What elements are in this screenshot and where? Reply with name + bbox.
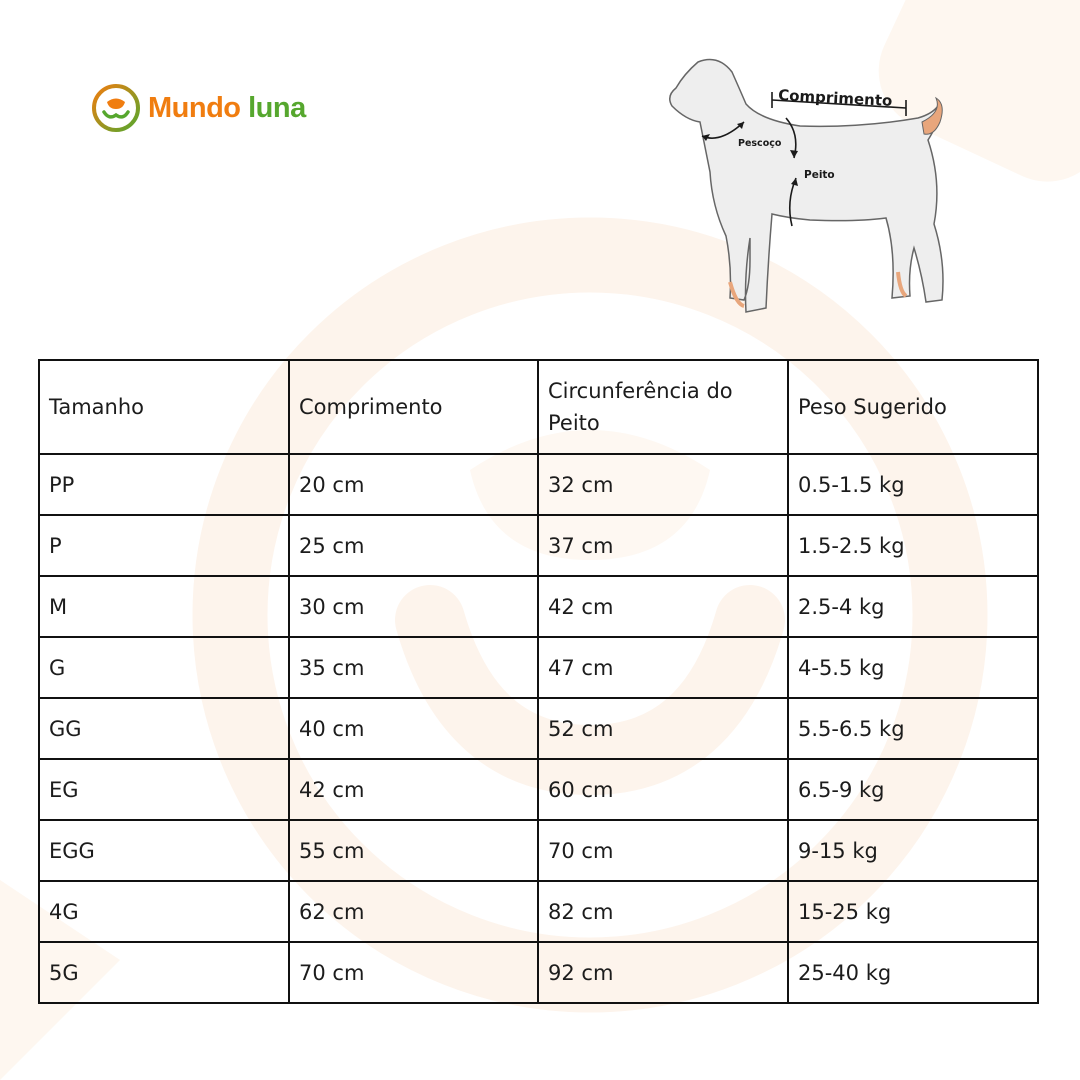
cell-weight: 4-5.5 kg xyxy=(788,637,1038,698)
brand-logo xyxy=(90,82,306,134)
cell-length: 42 cm xyxy=(289,759,538,820)
cell-size: G xyxy=(39,637,289,698)
cell-size: 4G xyxy=(39,881,289,942)
cell-weight: 25-40 kg xyxy=(788,942,1038,1003)
cell-weight: 2.5-4 kg xyxy=(788,576,1038,637)
header-size: Tamanho xyxy=(39,360,289,454)
header-suggested-weight: Peso Sugerido xyxy=(788,360,1038,454)
cell-chest: 60 cm xyxy=(538,759,788,820)
cell-weight: 9-15 kg xyxy=(788,820,1038,881)
cell-size: GG xyxy=(39,698,289,759)
brand-name-part2: luna xyxy=(248,91,306,124)
cell-chest: 47 cm xyxy=(538,637,788,698)
cell-chest: 42 cm xyxy=(538,576,788,637)
cell-chest: 52 cm xyxy=(538,698,788,759)
cell-size: M xyxy=(39,576,289,637)
length-label: Comprimento xyxy=(777,86,893,110)
table-row xyxy=(39,759,1038,820)
cell-size: EGG xyxy=(39,820,289,881)
table-row xyxy=(39,942,1038,1003)
paw-face-icon xyxy=(90,82,142,134)
brand-name-part1: Mundo xyxy=(148,91,241,124)
table-row xyxy=(39,637,1038,698)
dog-measurement-diagram xyxy=(660,52,960,317)
table-row xyxy=(39,820,1038,881)
cell-length: 25 cm xyxy=(289,515,538,576)
table-row xyxy=(39,698,1038,759)
cell-weight: 15-25 kg xyxy=(788,881,1038,942)
cell-chest: 37 cm xyxy=(538,515,788,576)
table-body xyxy=(39,454,1038,1003)
cell-chest: 82 cm xyxy=(538,881,788,942)
cell-weight: 5.5-6.5 kg xyxy=(788,698,1038,759)
cell-length: 70 cm xyxy=(289,942,538,1003)
cell-size: PP xyxy=(39,454,289,515)
cell-weight: 1.5-2.5 kg xyxy=(788,515,1038,576)
header-length: Comprimento xyxy=(289,360,538,454)
size-table xyxy=(38,359,1039,1004)
cell-length: 62 cm xyxy=(289,881,538,942)
table-row xyxy=(39,454,1038,515)
cell-size: EG xyxy=(39,759,289,820)
table-row xyxy=(39,881,1038,942)
table-header-row xyxy=(39,360,1038,454)
table-row xyxy=(39,576,1038,637)
cell-chest: 32 cm xyxy=(538,454,788,515)
cell-chest: 92 cm xyxy=(538,942,788,1003)
table-row xyxy=(39,515,1038,576)
cell-size: 5G xyxy=(39,942,289,1003)
cell-length: 35 cm xyxy=(289,637,538,698)
chest-label: Peito xyxy=(804,169,835,181)
neck-label: Pescoço xyxy=(738,138,782,149)
cell-chest: 70 cm xyxy=(538,820,788,881)
cell-weight: 0.5-1.5 kg xyxy=(788,454,1038,515)
header-chest-circumference: Circunferência do Peito xyxy=(538,360,788,454)
cell-size: P xyxy=(39,515,289,576)
cell-length: 55 cm xyxy=(289,820,538,881)
cell-length: 20 cm xyxy=(289,454,538,515)
cell-length: 40 cm xyxy=(289,698,538,759)
cell-length: 30 cm xyxy=(289,576,538,637)
brand-name xyxy=(148,91,306,124)
cell-weight: 6.5-9 kg xyxy=(788,759,1038,820)
